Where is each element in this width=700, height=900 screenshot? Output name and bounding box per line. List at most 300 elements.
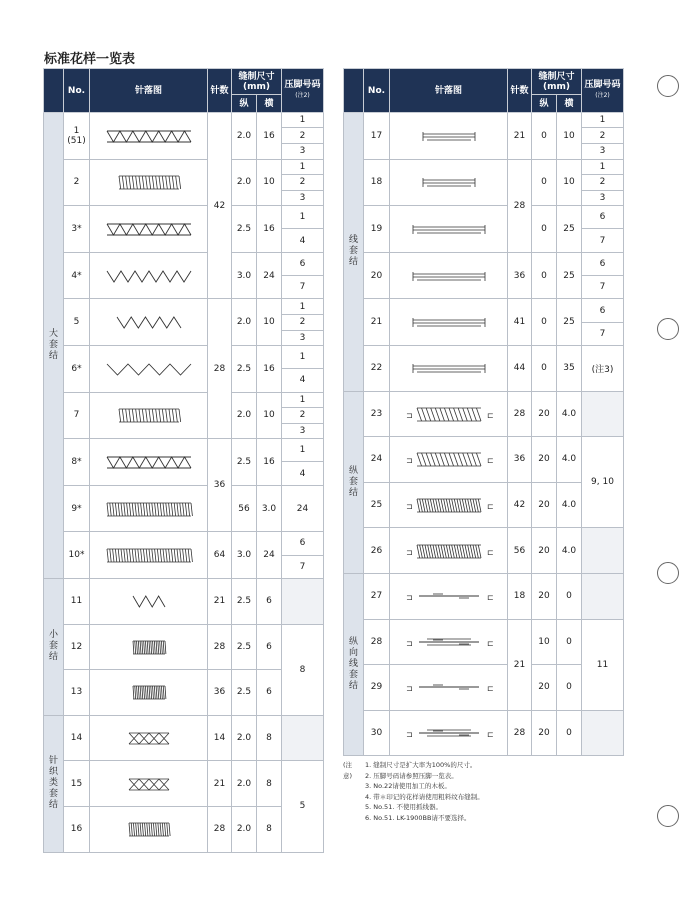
size-horizontal: 16: [257, 345, 282, 392]
svg-text:⊏: ⊏: [486, 684, 494, 694]
presser-number: 9, 10: [582, 437, 624, 528]
size-vertical: 0: [532, 206, 557, 253]
header-group: [44, 69, 64, 113]
stitch-pattern-icon: [403, 540, 495, 562]
pattern-no: 16: [64, 806, 90, 852]
pattern-cell: [390, 528, 508, 574]
presser-cell: [282, 159, 324, 206]
stitch-pattern-icon: [403, 357, 495, 379]
presser-number: 6: [599, 305, 606, 316]
presser-number: 2: [282, 408, 323, 424]
size-horizontal: 10: [257, 159, 282, 206]
presser-empty: [582, 391, 624, 437]
group-label: 大套结: [44, 113, 64, 579]
size-horizontal: 10: [257, 392, 282, 439]
presser-number: 5: [282, 761, 324, 852]
left-pattern-table: [43, 68, 324, 853]
pattern-cell: [390, 159, 508, 206]
header-stitches: 针数: [508, 69, 532, 113]
pattern-cell: [90, 113, 208, 160]
header-horizontal: 横: [557, 95, 582, 113]
table-row: [344, 573, 624, 619]
presser-number: 6: [299, 258, 306, 269]
stitch-pattern-icon: [403, 448, 495, 470]
svg-text:⊏: ⊏: [486, 593, 494, 603]
stitch-pattern-icon: [103, 311, 195, 333]
stitch-count: 56: [508, 528, 532, 574]
pattern-no: 2: [64, 159, 90, 206]
pattern-no: 10*: [64, 532, 90, 579]
binder-hole: [657, 75, 679, 97]
presser-number: 2: [282, 314, 323, 330]
pattern-cell: [390, 113, 508, 160]
presser-number: 4: [282, 229, 323, 252]
stitch-count: 56: [232, 485, 257, 532]
presser-empty: [582, 528, 624, 574]
table-row: [44, 439, 324, 486]
pattern-no: 26: [364, 528, 390, 574]
svg-text:⊏: ⊏: [486, 456, 494, 466]
pattern-no: 7: [64, 392, 90, 439]
group-label: 纵套结: [344, 391, 364, 573]
header-vertical: 纵: [232, 95, 257, 113]
table-row: [44, 532, 324, 579]
size-horizontal: 25: [557, 206, 582, 253]
stitch-pattern-icon: [103, 727, 195, 749]
presser-number: 6: [599, 258, 606, 269]
presser-number: 1: [299, 301, 306, 312]
pattern-cell: [90, 299, 208, 346]
stitch-count: 64: [208, 532, 232, 579]
stitch-count: 28: [508, 391, 532, 437]
presser-number: 1: [299, 352, 306, 363]
header-group: [344, 69, 364, 113]
stitch-count: 21: [508, 113, 532, 160]
presser-cell: [582, 252, 624, 299]
presser-number: 3: [282, 330, 323, 345]
size-vertical: 20: [532, 528, 557, 574]
presser-cell: [282, 252, 324, 299]
stitch-count: 28: [508, 710, 532, 756]
svg-text:⊐: ⊐: [405, 410, 413, 420]
size-vertical: 2.0: [232, 392, 257, 439]
pattern-cell: [90, 206, 208, 253]
stitch-count: 36: [208, 439, 232, 532]
size-vertical: 2.0: [232, 715, 257, 761]
pattern-no: 3*: [64, 206, 90, 253]
size-vertical: 2.5: [232, 439, 257, 486]
pattern-cell: [390, 437, 508, 483]
stitch-pattern-icon: [103, 265, 195, 287]
presser-number: 3: [282, 423, 323, 438]
stitch-count: 36: [508, 437, 532, 483]
presser-number: 1: [299, 161, 306, 172]
pattern-no: 21: [364, 299, 390, 346]
size-vertical: 2.0: [232, 113, 257, 160]
svg-text:⊏: ⊏: [486, 638, 494, 648]
pattern-cell: [390, 665, 508, 711]
size-horizontal: 10: [557, 113, 582, 160]
pattern-cell: [390, 345, 508, 391]
svg-text:⊐: ⊐: [405, 547, 413, 557]
presser-number: 3: [282, 190, 323, 205]
svg-text:⊐: ⊐: [405, 456, 413, 466]
pattern-no: 13: [64, 670, 90, 716]
size-vertical: 0: [532, 299, 557, 346]
stitch-pattern-icon: [103, 498, 195, 520]
note-item: 1. 缝制尺寸是扩大率为100%的尺寸。: [365, 761, 477, 769]
presser-number: 4: [282, 462, 323, 485]
stitch-count: 36: [208, 670, 232, 716]
header-presser-label: 压脚号码: [584, 80, 621, 90]
svg-text:⊐: ⊐: [405, 684, 413, 694]
size-horizontal: 8: [257, 715, 282, 761]
binder-hole: [657, 805, 679, 827]
header-presser-note: (注2): [295, 92, 310, 99]
size-vertical: 0: [532, 252, 557, 299]
stitch-count: 14: [208, 715, 232, 761]
size-horizontal: 6: [257, 578, 282, 624]
stitch-count: 42: [208, 113, 232, 299]
svg-text:⊐: ⊐: [405, 502, 413, 512]
presser-cell: [582, 299, 624, 346]
size-vertical: 2.0: [232, 761, 257, 807]
pattern-no: 19: [364, 206, 390, 253]
stitch-pattern-icon: [103, 125, 195, 147]
stitch-count: 28: [208, 624, 232, 670]
size-vertical: 3.0: [257, 485, 282, 532]
stitch-count: 21: [208, 761, 232, 807]
pattern-no: 4*: [64, 252, 90, 299]
group-label: 针织类套结: [44, 715, 64, 852]
stitch-pattern-icon: [403, 125, 495, 147]
note-item: 2. 压脚号码请参照压脚一览表。: [365, 771, 458, 780]
stitch-pattern-icon: [103, 544, 195, 566]
header-pattern: 针落图: [90, 69, 208, 113]
header-size: 缝制尺寸 (mm): [232, 69, 282, 95]
presser-number: 1: [299, 445, 306, 456]
size-horizontal: 25: [557, 299, 582, 346]
size-horizontal: 4.0: [557, 482, 582, 528]
presser-cell: [282, 532, 324, 579]
presser-number: 7: [582, 322, 623, 345]
pattern-no: 29: [364, 665, 390, 711]
table-row: [344, 252, 624, 299]
size-vertical: 20: [532, 391, 557, 437]
presser-number: 7: [282, 276, 323, 299]
pattern-cell: [90, 670, 208, 716]
presser-cell: [282, 392, 324, 439]
pattern-cell: [90, 439, 208, 486]
pattern-cell: [390, 710, 508, 756]
table-row: [44, 761, 324, 807]
size-horizontal: 10: [257, 299, 282, 346]
table-row: [44, 624, 324, 670]
size-vertical: 20: [532, 482, 557, 528]
pattern-cell: [390, 482, 508, 528]
stitch-pattern-icon: [103, 590, 195, 612]
pattern-cell: [90, 578, 208, 624]
size-horizontal: 8: [257, 761, 282, 807]
size-vertical: 20: [532, 665, 557, 711]
stitch-count: 28: [508, 159, 532, 252]
pattern-cell: [90, 392, 208, 439]
stitch-pattern-icon: [403, 403, 495, 425]
pattern-no: 5: [64, 299, 90, 346]
size-vertical: 10: [532, 619, 557, 665]
header-horizontal: 横: [257, 95, 282, 113]
size-horizontal: 0: [557, 665, 582, 711]
pattern-cell: [90, 345, 208, 392]
svg-text:⊐: ⊐: [405, 730, 413, 740]
table-row: [44, 252, 324, 299]
table-row: [344, 710, 624, 756]
table-row: [344, 619, 624, 665]
header-stitches: 针数: [208, 69, 232, 113]
stitch-count: 21: [508, 619, 532, 710]
pattern-cell: [390, 299, 508, 346]
stitch-count: 28: [208, 299, 232, 439]
presser-number: 2: [282, 128, 323, 144]
presser-number: 11: [582, 619, 624, 710]
table-row: [44, 578, 324, 624]
note-item: 6. No.51. LK-1900BB请不要选择。: [365, 813, 471, 822]
table-row: [344, 113, 624, 160]
presser-cell: [282, 439, 324, 486]
size-horizontal: 24: [257, 252, 282, 299]
presser-number: 3: [582, 190, 623, 205]
svg-text:⊏: ⊏: [486, 410, 494, 420]
size-horizontal: 4.0: [557, 391, 582, 437]
size-horizontal: 16: [257, 206, 282, 253]
group-label: 纵向线套结: [344, 573, 364, 755]
svg-text:⊐: ⊐: [405, 638, 413, 648]
pattern-cell: [390, 573, 508, 619]
presser-cell: [582, 206, 624, 253]
pattern-no: 15: [64, 761, 90, 807]
presser-cell: [282, 299, 324, 346]
pattern-cell: [90, 532, 208, 579]
binder-hole: [657, 318, 679, 340]
header-presser-note: (注2): [595, 92, 610, 99]
stitch-pattern-icon: [103, 404, 195, 426]
size-horizontal: 0: [557, 619, 582, 665]
pattern-no: 9*: [64, 485, 90, 532]
size-horizontal: 0: [557, 573, 582, 619]
pattern-cell: [90, 252, 208, 299]
presser-number: 6: [599, 212, 606, 223]
pattern-no: 20: [364, 252, 390, 299]
presser-number: 2: [582, 128, 623, 144]
size-vertical: 2.0: [232, 806, 257, 852]
presser-number: (注3): [582, 345, 624, 391]
table-row: [44, 715, 324, 761]
presser-number: 1: [299, 394, 306, 405]
table-row: [344, 206, 624, 253]
size-horizontal: 0: [557, 710, 582, 756]
presser-number: 8: [282, 624, 324, 715]
note-item: 5. No.51. 不使用抓线器。: [365, 803, 442, 811]
size-vertical: 2.5: [232, 578, 257, 624]
size-vertical: 20: [532, 573, 557, 619]
header-size: 缝制尺寸 (mm): [532, 69, 582, 95]
stitch-pattern-icon: [103, 451, 195, 473]
pattern-no: 23: [364, 391, 390, 437]
pattern-cell: [90, 485, 208, 532]
stitch-pattern-icon: [103, 818, 195, 840]
table-row: [344, 345, 624, 391]
size-horizontal: 4.0: [557, 437, 582, 483]
size-vertical: 0: [532, 159, 557, 206]
pattern-no: 27: [364, 573, 390, 619]
pattern-no: 11: [64, 578, 90, 624]
stitch-pattern-icon: [103, 358, 195, 380]
size-vertical: 0: [532, 113, 557, 160]
size-horizontal: 8: [257, 806, 282, 852]
size-horizontal: 10: [557, 159, 582, 206]
presser-number: 2: [582, 175, 623, 191]
size-horizontal: 35: [557, 345, 582, 391]
header-no: No.: [364, 69, 390, 113]
note-item: 3. No.22请使用加工的木板。: [365, 782, 451, 790]
size-vertical: 2.5: [232, 670, 257, 716]
pattern-no: 30: [364, 710, 390, 756]
size-horizontal: 24: [282, 485, 324, 532]
stitch-pattern-icon: [403, 265, 495, 287]
stitch-count: 36: [508, 252, 532, 299]
presser-number: 7: [282, 555, 323, 578]
pattern-cell: [90, 761, 208, 807]
header-pattern: 针落图: [390, 69, 508, 113]
stitch-pattern-icon: [103, 171, 195, 193]
page-title: 标准花样一览表: [44, 52, 136, 67]
presser-cell: [582, 113, 624, 160]
pattern-cell: [390, 252, 508, 299]
table-row: [44, 159, 324, 206]
notes-label: (注意): [343, 761, 353, 780]
header-vertical: 纵: [532, 95, 557, 113]
svg-text:⊏: ⊏: [486, 730, 494, 740]
presser-empty: [582, 573, 624, 619]
table-row: [44, 485, 324, 532]
group-label: 小套结: [44, 578, 64, 715]
size-horizontal: 24: [257, 532, 282, 579]
size-horizontal: 6: [257, 670, 282, 716]
stitch-count: 44: [508, 345, 532, 391]
binder-hole: [657, 562, 679, 584]
size-horizontal: 16: [257, 439, 282, 486]
pattern-cell: [390, 391, 508, 437]
stitch-pattern-icon: [103, 636, 195, 658]
right-pattern-table: [343, 68, 624, 756]
svg-text:⊐: ⊐: [405, 593, 413, 603]
presser-number: 7: [582, 229, 623, 252]
pattern-no: 22: [364, 345, 390, 391]
presser-number: 3: [282, 144, 323, 159]
presser-number: 2: [282, 175, 323, 191]
header-presser: [582, 69, 624, 113]
size-vertical: 2.0: [232, 159, 257, 206]
presser-number: 3: [582, 144, 623, 159]
svg-text:⊏: ⊏: [486, 547, 494, 557]
stitch-pattern-icon: [103, 218, 195, 240]
size-horizontal: 4.0: [557, 528, 582, 574]
group-label: 线套结: [344, 113, 364, 392]
table-row: [44, 113, 324, 160]
pattern-no: 25: [364, 482, 390, 528]
size-horizontal: 25: [557, 252, 582, 299]
presser-cell: [282, 113, 324, 160]
pattern-no: 17: [364, 113, 390, 160]
table-row: [44, 392, 324, 439]
header-presser: [282, 69, 324, 113]
presser-number: 1: [599, 161, 606, 172]
stitch-pattern-icon: [403, 218, 495, 240]
stitch-pattern-icon: [403, 722, 495, 744]
stitch-count: 28: [208, 806, 232, 852]
pattern-no: 14: [64, 715, 90, 761]
notes-list: [365, 760, 484, 823]
pattern-cell: [90, 624, 208, 670]
stitch-count: 42: [508, 482, 532, 528]
size-vertical: 2.5: [232, 345, 257, 392]
pattern-cell: [390, 619, 508, 665]
presser-cell: [282, 345, 324, 392]
stitch-pattern-icon: [403, 676, 495, 698]
size-horizontal: 6: [257, 624, 282, 670]
size-vertical: 2.5: [232, 624, 257, 670]
stitch-count: 18: [508, 573, 532, 619]
pattern-cell: [390, 206, 508, 253]
table-row: [344, 528, 624, 574]
stitch-pattern-icon: [403, 585, 495, 607]
header-presser-label: 压脚号码: [284, 80, 321, 90]
presser-cell: [582, 159, 624, 206]
stitch-pattern-icon: [403, 171, 495, 193]
note-item: 4. 带＊印记的花样请使用粗料纹布缝制。: [365, 792, 484, 801]
presser-number: 4: [282, 369, 323, 392]
table-row: [44, 345, 324, 392]
presser-empty: [582, 710, 624, 756]
pattern-no: 24: [364, 437, 390, 483]
pattern-cell: [90, 806, 208, 852]
table-row: [44, 299, 324, 346]
stitch-pattern-icon: [403, 311, 495, 333]
pattern-no: 18: [364, 159, 390, 206]
stitch-pattern-icon: [103, 681, 195, 703]
pattern-no: 28: [364, 619, 390, 665]
size-vertical: 3.0: [232, 532, 257, 579]
pattern-cell: [90, 159, 208, 206]
presser-number: 7: [582, 276, 623, 299]
presser-cell: [282, 206, 324, 253]
size-vertical: 2.0: [232, 299, 257, 346]
table-row: [344, 391, 624, 437]
svg-text:⊏: ⊏: [486, 502, 494, 512]
presser-empty: [282, 715, 324, 761]
presser-number: 1: [299, 115, 306, 126]
stitch-count: 21: [208, 578, 232, 624]
pattern-no: 12: [64, 624, 90, 670]
pattern-no: 1 (51): [64, 113, 90, 160]
stitch-pattern-icon: [403, 494, 495, 516]
table-row: [344, 299, 624, 346]
pattern-cell: [90, 715, 208, 761]
pattern-no: 8*: [64, 439, 90, 486]
presser-number: 6: [299, 538, 306, 549]
size-vertical: 20: [532, 437, 557, 483]
size-vertical: 2.5: [232, 206, 257, 253]
